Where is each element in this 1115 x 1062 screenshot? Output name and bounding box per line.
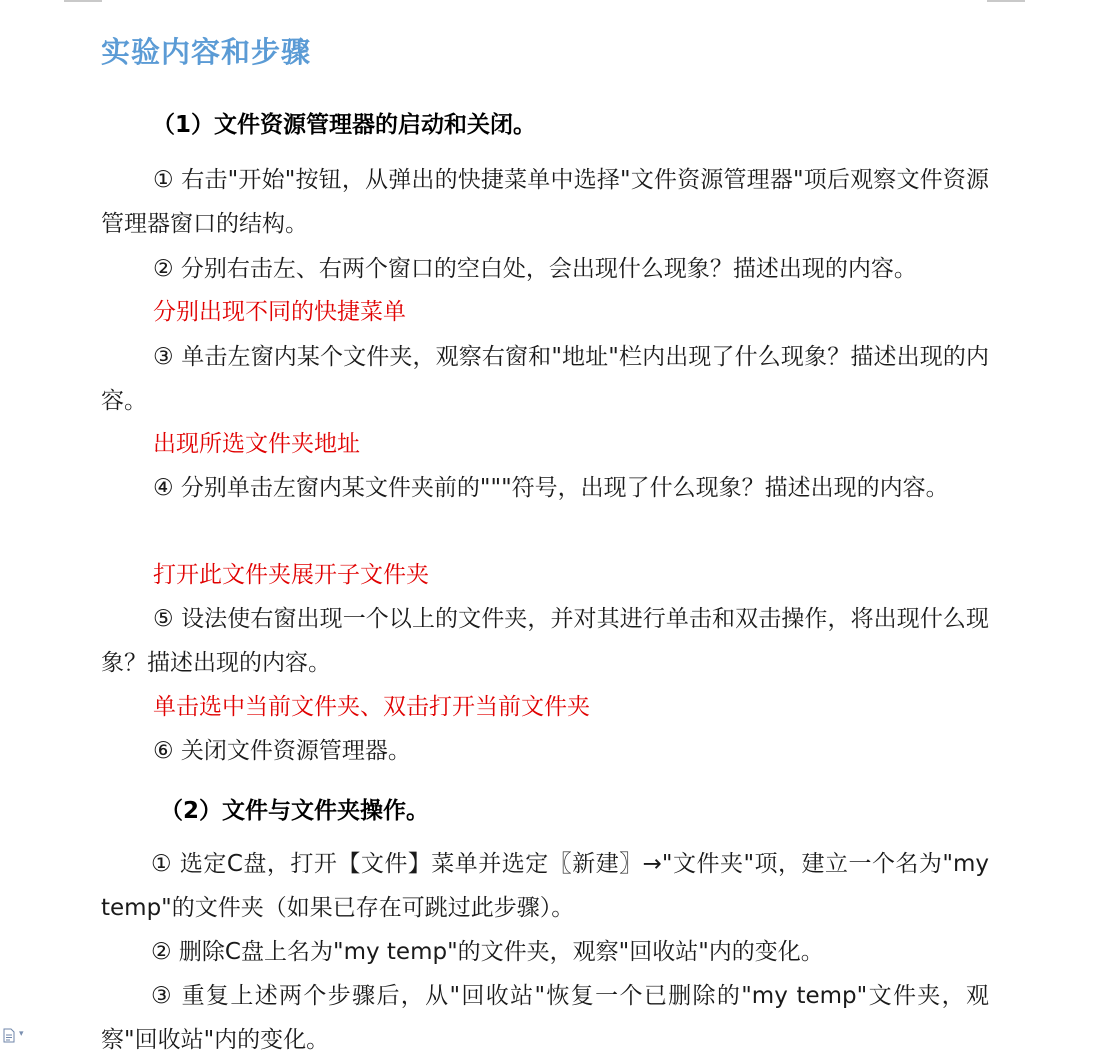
document-icon[interactable] <box>3 1028 15 1043</box>
step-1-4: ④ 分别单击左窗内某文件夹前的"""符号，出现了什么现象？描述出现的内容。 <box>153 475 949 501</box>
step-1-5: ⑤ 设法使右窗出现一个以上的文件夹，并对其进行单击和双击操作，将出现什么现象？描述出现的内容。 <box>101 606 989 676</box>
page-heading: 实验内容和步骤 <box>101 35 312 69</box>
step-1-3: ③ 单击左窗内某个文件夹，观察右窗和"地址"栏内出现了什么现象？描述出现的内容。 <box>101 344 989 414</box>
step-2-1: ① 选定C盘，打开【文件】菜单并选定〖新建〗→"文件夹"项，建立一个名为"my temp"的文件夹（如果已存在可跳过此步骤）。 <box>101 851 989 921</box>
answer-1-2: 分别出现不同的快捷菜单 <box>153 299 406 325</box>
step-2-3: ③ 重复上述两个步骤后，从"回收站"恢复一个已删除的"my temp"文件夹，观察"回收站"内的变化。 <box>101 983 989 1053</box>
section-1-title: （1）文件资源管理器的启动和关闭。 <box>152 112 537 138</box>
step-1-1: ① 右击"开始"按钮，从弹出的快捷菜单中选择"文件资源管理器"项后观察文件资源管理器窗口的结构。 <box>101 167 989 237</box>
chevron-down-icon[interactable]: ▾ <box>19 1029 24 1039</box>
answer-1-4: 打开此文件夹展开子文件夹 <box>153 562 429 588</box>
step-1-2: ② 分别右击左、右两个窗口的空白处，会出现什么现象？描述出现的内容。 <box>153 256 917 282</box>
answer-1-5: 单击选中当前文件夹、双击打开当前文件夹 <box>153 694 590 720</box>
page-corner-mark-right <box>987 0 1025 2</box>
page-corner-mark-left <box>64 0 102 2</box>
section-2-title: （2）文件与文件夹操作。 <box>160 798 430 824</box>
answer-1-3: 出现所选文件夹地址 <box>153 431 360 457</box>
step-2-2: ② 删除C盘上名为"my temp"的文件夹，观察"回收站"内的变化。 <box>151 939 824 965</box>
step-1-6: ⑥ 关闭文件资源管理器。 <box>153 738 411 764</box>
